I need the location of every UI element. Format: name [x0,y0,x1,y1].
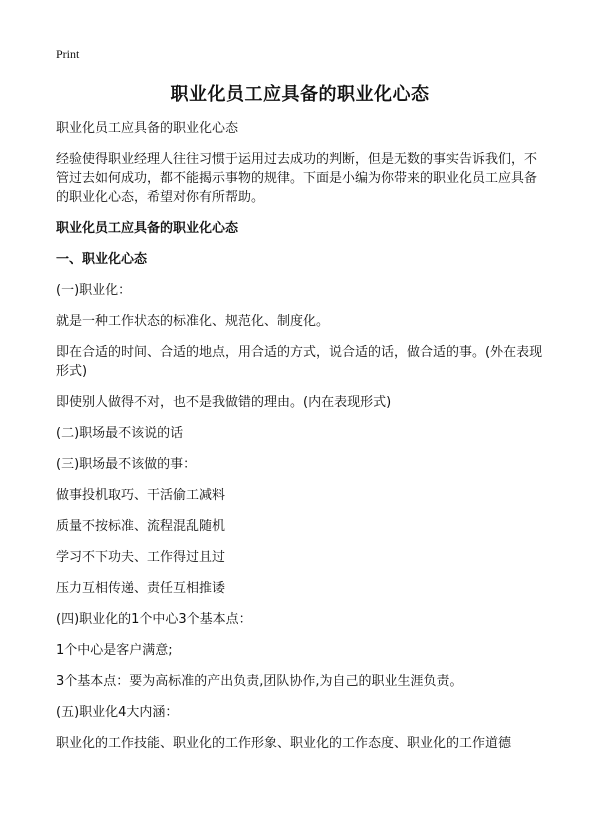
body-paragraph: 压力互相传递、责任互相推诿 [56,581,226,596]
body-paragraph: 就是一种工作状态的标准化、规范化、制度化。 [56,314,330,329]
body-paragraph: 职业化的工作技能、职业化的工作形象、职业化的工作态度、职业化的工作道德 [56,736,512,751]
body-paragraph: 3个基本点：要为高标准的产出负责,团队协作,为自己的职业生涯负责。 [56,674,463,689]
body-paragraph: (五)职业化4大内涵： [56,705,179,720]
body-paragraph: 学习不下功夫、工作得过且过 [56,550,226,565]
body-paragraph: 1个中心是客户满意; [56,643,173,658]
section-heading: 职业化员工应具备的职业化心态 [56,221,239,236]
body-paragraph: 做事投机取巧、干活偷工减料 [56,488,226,503]
body-paragraph: 质量不按标准、流程混乱随机 [56,519,226,534]
body-paragraph: (二)职场最不该说的话 [56,426,184,441]
document-body [56,119,546,765]
intro-paragraph: 经验使得职业经理人往往习惯于运用过去成功的判断，但是无数的事实告诉我们，不管过去如何成功，都不能揭示事物的规律。下面是小编为你带来的职业化员工应具备的职业化心态，希望对你有所帮助。 [56,152,538,205]
print-link[interactable]: Print [56,47,80,61]
body-paragraph: (四)职业化的1个中心3个基本点： [56,612,252,627]
body-paragraph: 即在合适的时间、合适的地点，用合适的方式，说合适的话，做合适的事。(外在表现形式) [56,345,543,379]
body-paragraph: 即使别人做得不对，也不是我做错的理由。(内在表现形式) [56,395,392,410]
body-paragraph: (三)职场最不该做的事： [56,457,197,472]
body-paragraph: (一)职业化： [56,283,132,298]
subtitle-paragraph: 职业化员工应具备的职业化心态 [56,121,239,136]
subsection-heading: 一、职业化心态 [56,252,148,267]
document-title: 职业化员工应具备的职业化心态 [170,84,430,105]
